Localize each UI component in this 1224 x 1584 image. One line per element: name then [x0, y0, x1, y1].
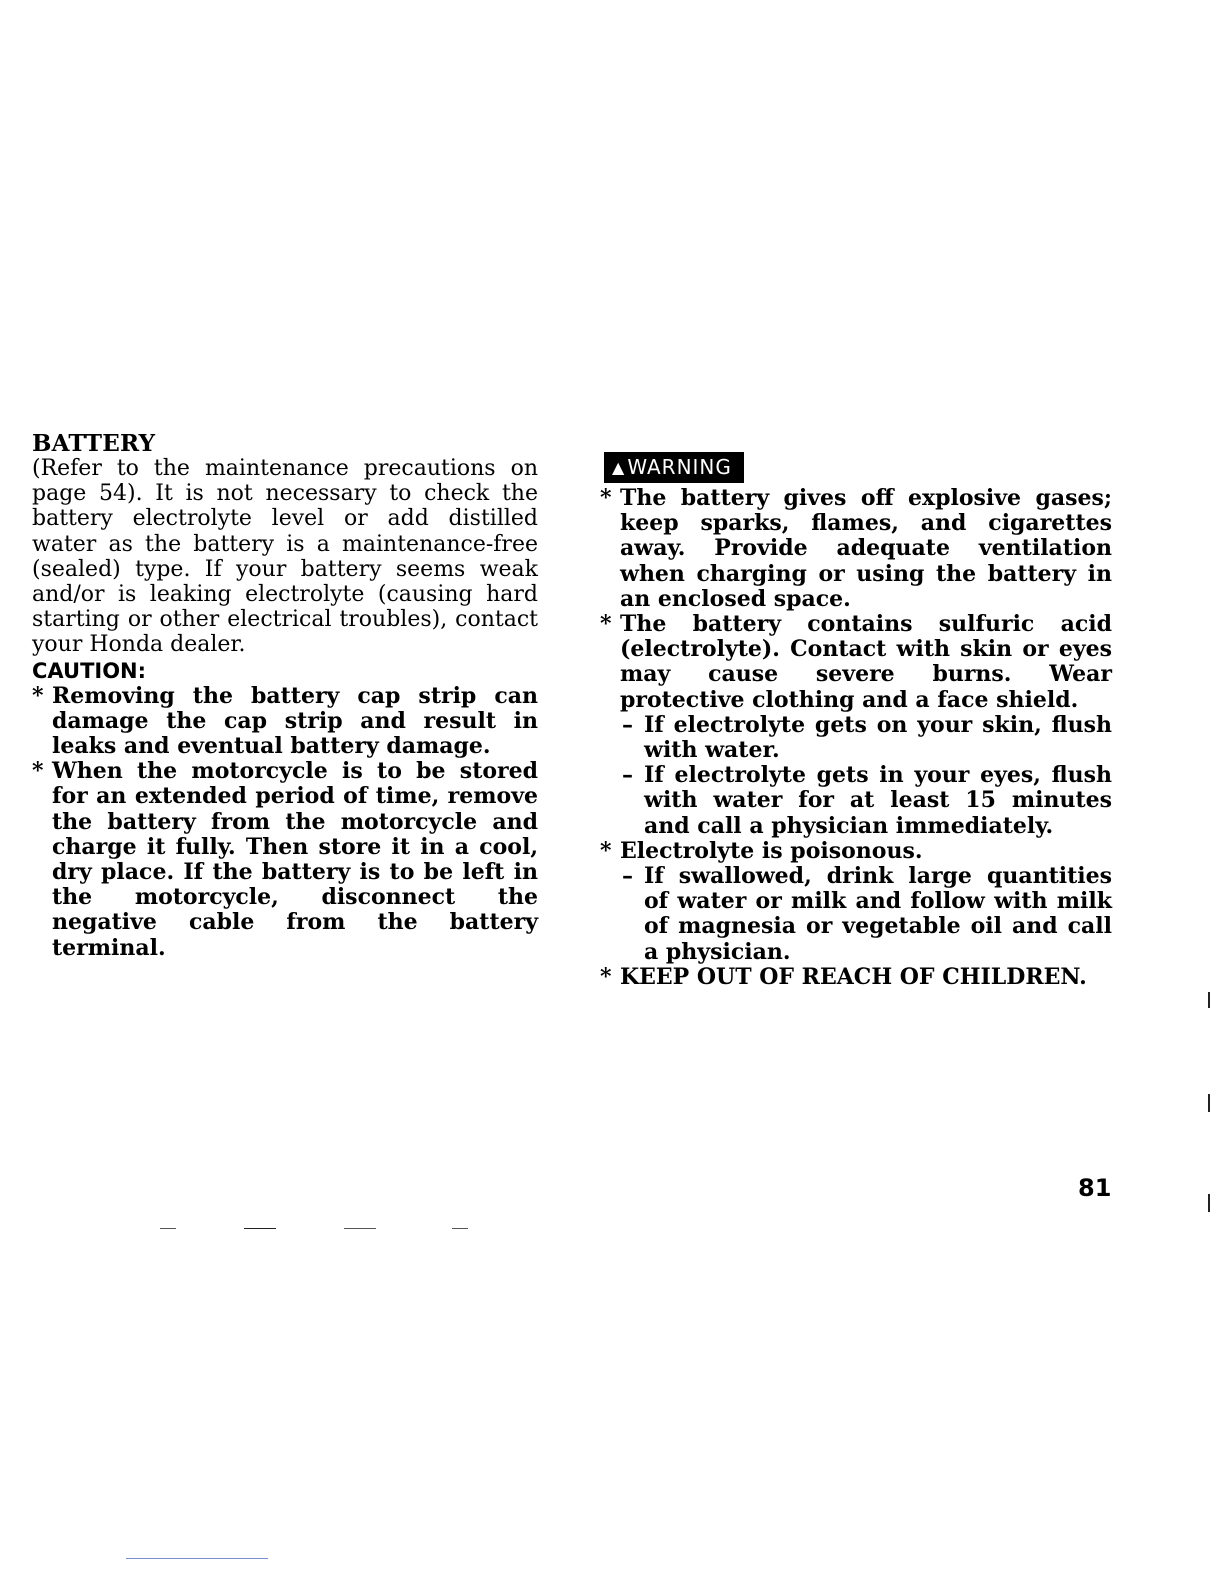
warning-badge [604, 452, 744, 483]
dash-icon: – [622, 711, 633, 738]
warning-list [600, 486, 1112, 990]
warning-item-text: The battery gives off explosive gases; keep sparks, flames, and cigarettes away. Provide adequate ventilation when charging or using the battery in an enclosed space. [620, 485, 1112, 612]
warning-triangle-icon: ▲ [612, 458, 626, 477]
asterisk-icon: * [600, 485, 612, 511]
warning-item-gases [600, 486, 1112, 612]
scan-rule [344, 1228, 376, 1229]
warning-section [600, 452, 1112, 990]
caution-label: CAUTION: [32, 658, 147, 683]
edge-mark [1208, 1094, 1210, 1112]
subitem-text: If electrolyte gets in your eyes, flush with water for at least 15 minutes and call a physician immediately. [644, 762, 1112, 839]
warning-label: WARNING [627, 455, 732, 479]
dash-icon: – [622, 863, 633, 890]
battery-heading: BATTERY [32, 430, 156, 457]
caution-item-text: Removing the battery cap strip can damage the cap strip and result in leaks and eventual battery damage. [52, 682, 538, 760]
poison-sublist [620, 864, 1112, 965]
subitem-text: If swallowed, drink large quantities of water or milk and follow with milk of magnesia or vegetable oil and call a physician. [644, 863, 1112, 965]
acid-subitem-eyes [620, 763, 1112, 839]
caution-item-storage [32, 759, 538, 961]
scan-rule [126, 1558, 268, 1559]
poison-subitem-swallowed [620, 864, 1112, 965]
asterisk-icon: * [32, 758, 44, 785]
asterisk-icon: * [600, 837, 612, 864]
warning-item-text: Electrolyte is poisonous. [620, 837, 923, 864]
caution-item-text: When the motorcycle is to be stored for an extended period of time, remove the battery from the motorcycle and charge it fully. Then store it in a cool, dry place. If the battery is to be left in the motorcycle, disconnect the negative cable from the battery terminal. [52, 758, 538, 961]
battery-paragraph: (Refer to the maintenance precautions on page 54). It is not necessary to check the battery electrolyte level or add distilled water as the battery is a maintenance-free (sealed) type. If your battery seems weak and/or is leaking electrolyte (causing hard starting or other electrical troubles), contact your Honda dealer. [32, 456, 538, 658]
scan-rule [244, 1228, 276, 1229]
asterisk-icon: * [600, 963, 612, 990]
page-number: 81 [1078, 1174, 1112, 1202]
warning-item-text: The battery contains sulfuric acid (electrolyte). Contact with skin or eyes may cause severe burns. Wear protective clothing and a face shield. [620, 611, 1112, 713]
scan-rule [452, 1228, 468, 1229]
caution-list [32, 684, 538, 961]
asterisk-icon: * [32, 682, 44, 709]
edge-mark [1208, 992, 1210, 1008]
acid-subitem-skin [620, 713, 1112, 763]
subitem-text: If electrolyte gets on your skin, flush with water. [644, 711, 1112, 764]
warning-item-poison [600, 839, 1112, 965]
battery-section [32, 432, 538, 961]
warning-item-text: KEEP OUT OF REACH OF CHILDREN. [620, 963, 1087, 990]
warning-item-acid [600, 612, 1112, 839]
warning-item-children [600, 965, 1112, 990]
scan-rule [160, 1228, 176, 1229]
caution-item-cap-strip [32, 684, 538, 760]
asterisk-icon: * [600, 611, 612, 638]
dash-icon: – [622, 762, 633, 789]
edge-mark [1208, 1194, 1210, 1212]
acid-sublist [620, 713, 1112, 839]
